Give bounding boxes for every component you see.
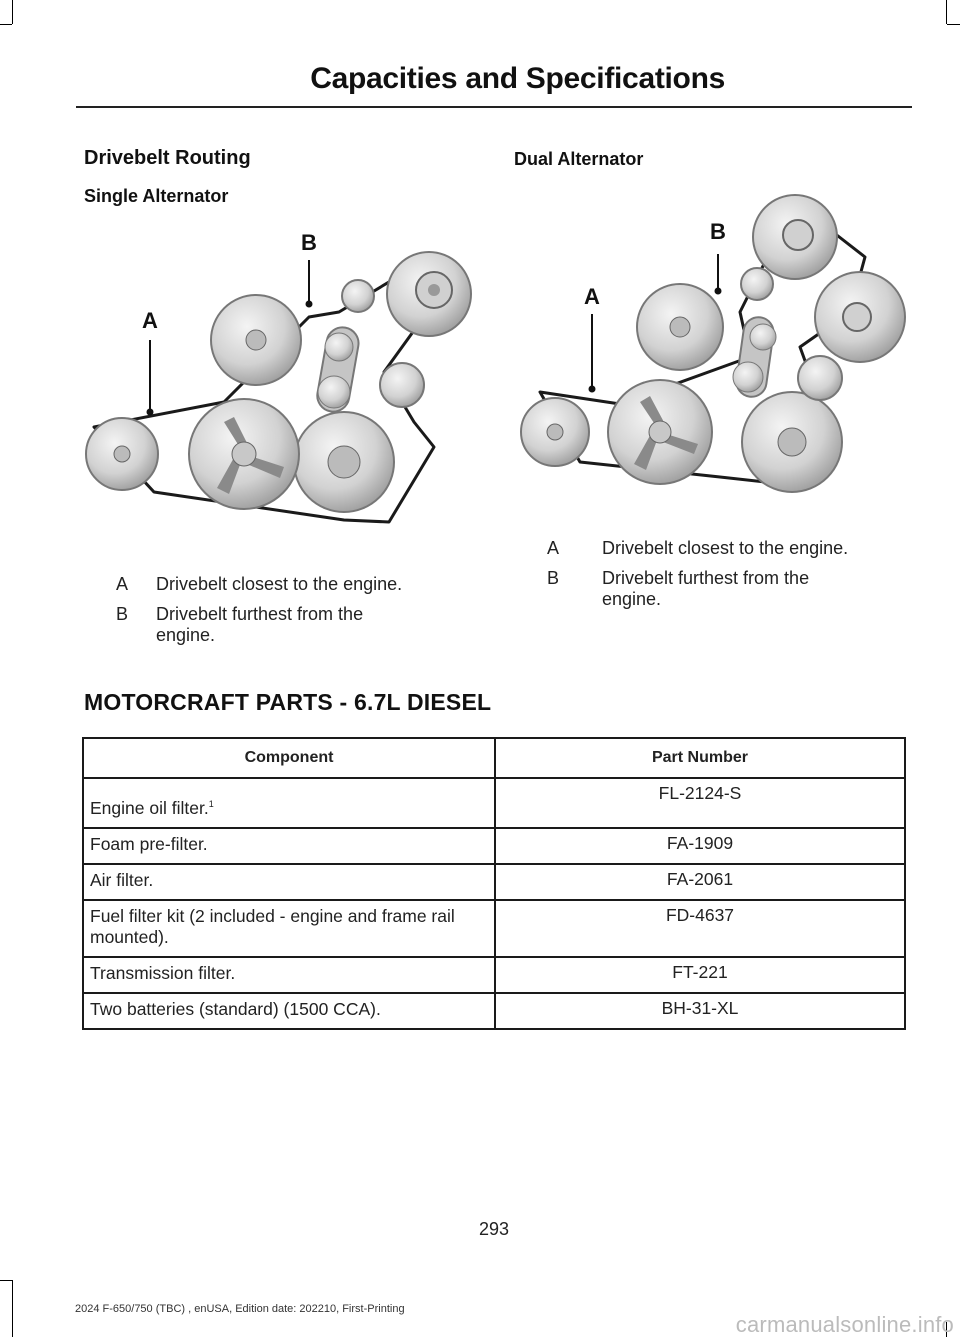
part-number-cell: FA-1909 [495, 828, 905, 864]
page-number: 293 [478, 1219, 510, 1239]
legend-row [116, 574, 466, 595]
legend-text: Drivebelt furthest from the engine. [156, 604, 364, 645]
legend-row [116, 604, 466, 646]
component-cell: Fuel filter kit (2 included - engine and frame rail mounted). [83, 900, 495, 957]
page-title: Capacities and Specifications [310, 62, 725, 95]
part-number-cell: BH-31-XL [495, 993, 905, 1029]
single-callout-b: B [301, 230, 317, 255]
single-alternator-diagram [84, 222, 484, 532]
drivebelt-routing-heading: Drivebelt Routing [84, 147, 251, 169]
watermark: carmanualsonline.info [735, 1312, 954, 1337]
crop-mark [12, 1280, 13, 1337]
table-row [83, 957, 905, 993]
part-number-cell: FT-221 [495, 957, 905, 993]
single-callout-a: A [142, 308, 158, 333]
legend-row [547, 538, 907, 559]
legend-key: A [547, 538, 560, 558]
part-number-cell: FL-2124-S [495, 778, 905, 828]
legend-text: Drivebelt furthest from the engine. [602, 568, 810, 609]
table-row [83, 864, 905, 900]
crop-mark [946, 0, 947, 24]
component-cell: Air filter. [83, 864, 495, 900]
single-alternator-heading: Single Alternator [84, 186, 229, 206]
component-cell [83, 778, 495, 828]
legend-text: Drivebelt closest to the engine. [156, 574, 403, 594]
dual-alternator-legend [547, 538, 907, 619]
table-row [83, 900, 905, 957]
crop-mark [947, 24, 960, 25]
parts-table [82, 737, 906, 1030]
legend-key: A [116, 574, 129, 594]
legend-key: B [547, 568, 560, 588]
table-row [83, 778, 905, 828]
table-row [83, 828, 905, 864]
legend-key: B [116, 604, 129, 624]
dual-callout-b: B [710, 219, 726, 244]
component-cell: Foam pre-filter. [83, 828, 495, 864]
component-cell: Two batteries (standard) (1500 CCA). [83, 993, 495, 1029]
component-cell: Transmission filter. [83, 957, 495, 993]
legend-text: Drivebelt closest to the engine. [602, 538, 849, 558]
table-header-row [83, 738, 905, 778]
table-row [83, 993, 905, 1029]
legend-row [547, 568, 907, 610]
edition-footer: 2024 F-650/750 (TBC) , enUSA, Edition date: 202210, First-Printing [75, 1303, 405, 1315]
crop-mark [0, 24, 12, 25]
component-header: Component [83, 738, 495, 778]
crop-mark [0, 1280, 12, 1281]
footnote-marker: 1 [208, 799, 214, 809]
dual-callout-a: A [584, 284, 600, 309]
header-rule [76, 106, 912, 108]
dual-alternator-heading: Dual Alternator [514, 149, 644, 169]
part-number-cell: FA-2061 [495, 864, 905, 900]
part-number-header: Part Number [495, 738, 905, 778]
single-alternator-legend [116, 574, 466, 655]
motorcraft-parts-heading: MOTORCRAFT PARTS - 6.7L DIESEL [84, 689, 492, 715]
crop-mark [12, 0, 13, 24]
dual-alternator-diagram [520, 182, 920, 502]
part-number-cell: FD-4637 [495, 900, 905, 957]
component-text: Engine oil filter. [90, 797, 209, 818]
